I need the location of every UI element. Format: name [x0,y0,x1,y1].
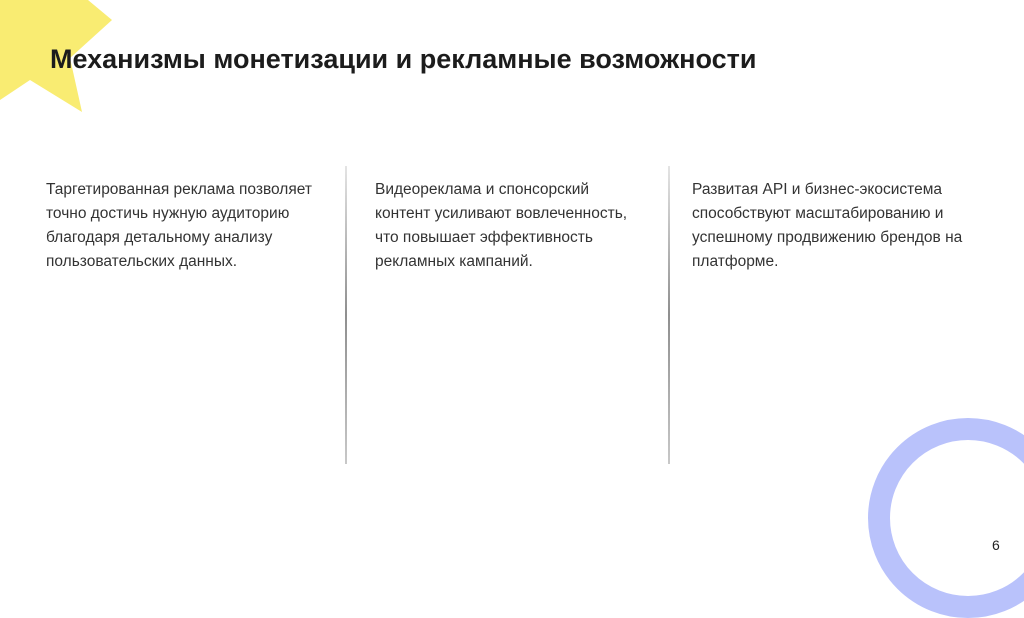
ring-decoration [868,418,1024,618]
column-text-targeted-ads: Таргетированная реклама позволяет точно достичь нужную аудиторию благодаря детальному анализу пользовательских данных. [46,181,312,270]
column-text-video-ads: Видеореклама и спонсорский контент усиливают вовлеченность, что повышает эффективность рекламных кампаний. [375,181,628,270]
column-divider [345,166,347,464]
page-number: 6 [992,537,1000,553]
column-text-api-ecosystem: Развитая API и бизнес-экосистема способствуют масштабированию и успешному продвижению брендов на платформе. [692,181,963,270]
column-divider [668,166,670,464]
slide-title: Механизмы монетизации и рекламные возможности [50,44,757,74]
